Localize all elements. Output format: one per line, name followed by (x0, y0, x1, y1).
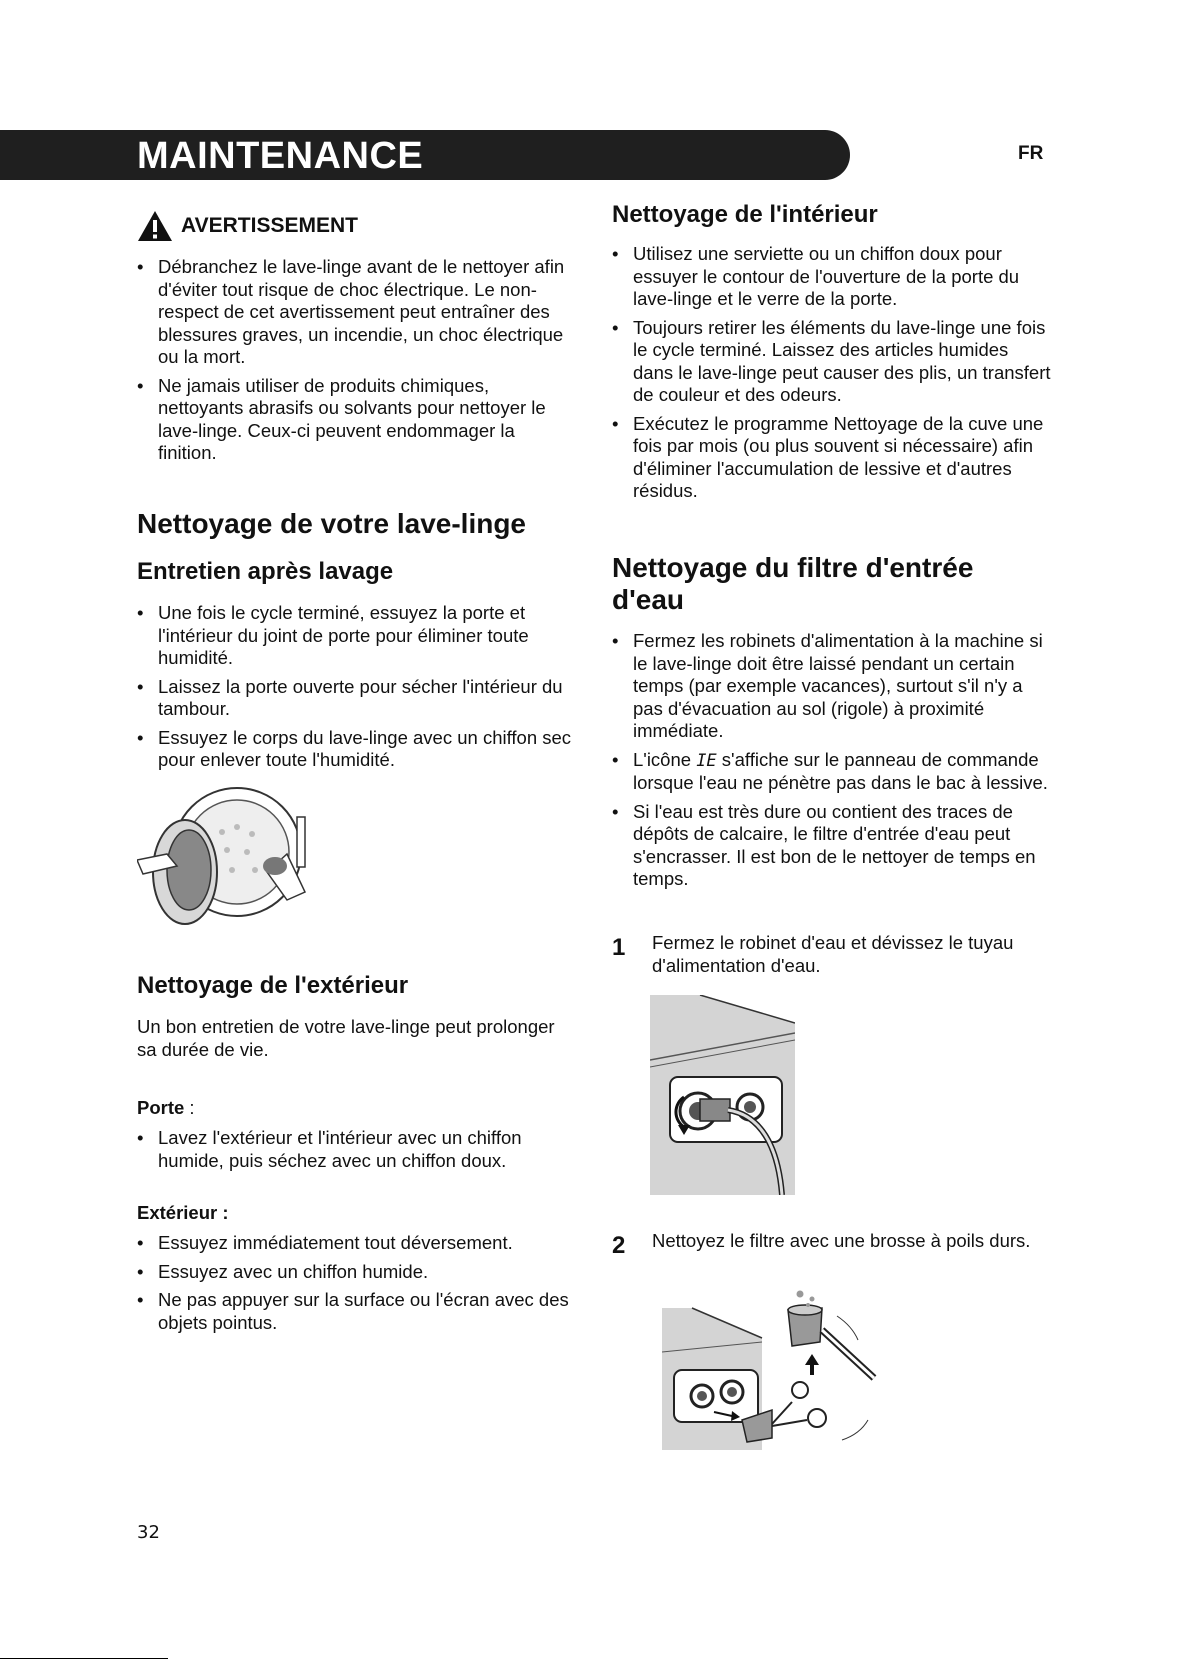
list-item: • Ne pas appuyer sur la surface ou l'écran avec des objets pointus. (137, 1289, 572, 1334)
exterior-list (137, 1232, 572, 1334)
washer-door-wipe-illustration (137, 782, 307, 932)
section-title-line2: d'eau (612, 584, 685, 615)
ie-error-code: IE (696, 750, 717, 771)
door-label: Porte (137, 1097, 185, 1118)
language-code: FR (1018, 143, 1044, 164)
list-item: • Essuyez immédiatement tout déversement. (137, 1232, 572, 1255)
list-item: • Utilisez une serviette ou un chiffon doux pour essuyer le contour de l'ouverture de la porte du lave-linge et le verre de la porte. (612, 243, 1052, 311)
step-text: Fermez le robinet d'eau et dévissez le tuyau d'alimentation d'eau. (652, 932, 1014, 976)
subsection-title: Entretien après lavage (137, 558, 394, 585)
list-item: • Exécutez le programme Nettoyage de la cuve une fois par mois (ou plus souvent si nécessaire) afin d'éliminer l'accumulation de lessive et d'autres résidus. (612, 413, 1052, 503)
list-item: • Lavez l'extérieur et l'intérieur avec un chiffon humide, puis séchez avec un chiffon doux. (137, 1127, 572, 1172)
section-title-line1: Nettoyage du filtre d'entrée (612, 552, 974, 583)
icon-sentence-post: s'affiche sur le panneau de commande lorsque l'eau ne pénètre pas dans le bac à lessive. (633, 748, 1048, 793)
list-item: • Laissez la porte ouverte pour sécher l'intérieur du tambour. (137, 676, 572, 721)
step-2 (612, 1230, 1052, 1280)
exterior-intro: Un bon entretien de votre lave-linge peut prolonger sa durée de vie. (137, 1016, 555, 1060)
door-label-row (137, 1097, 572, 1119)
page-number: 32 (137, 1522, 160, 1543)
door-list (137, 1127, 572, 1172)
door-label-colon: : (184, 1097, 195, 1118)
step-text: Nettoyez le filtre avec une brosse à poils durs. (652, 1230, 1031, 1251)
list-item: • Toujours retirer les éléments du lave-linge une fois le cycle terminé. Laissez des articles humides dans le lave-linge peut causer des plis, un transfert de couleur et des odeurs. (612, 317, 1052, 407)
warning-list (137, 256, 572, 465)
warning-block (137, 210, 572, 471)
warning-title: AVERTISSEMENT (181, 214, 358, 237)
list-item: • Débranchez le lave-linge avant de le nettoyer afin d'éviter tout risque de choc électrique. Le non-respect de cet avertissement peut entraîner des blessures graves, un incendie, un choc électrique ou la mort. (137, 256, 572, 369)
filter-brush-illustration (662, 1290, 884, 1450)
step-1 (612, 932, 1052, 982)
list-item: • Fermez les robinets d'alimentation à la machine si le lave-linge doit être laissé pendant un certain temps (par exemple vacances), surtout s'il n'y a pas d'évacuation au sol (rigole) à proximité immédiate. (612, 630, 1052, 743)
page-title: MAINTENANCE (137, 135, 424, 177)
list-item: • Si l'eau est très dure ou contient des traces de dépôts de calcaire, le filtre d'entrée d'eau peut s'encrasser. Il est bon de le nettoyer de temps en temps. (612, 801, 1052, 891)
list-item: • Essuyez le corps du lave-linge avec un chiffon sec pour enlever toute l'humidité. (137, 727, 572, 772)
exterior-label: Extérieur : (137, 1202, 229, 1223)
filter-section (612, 552, 1052, 897)
warning-heading (137, 210, 572, 242)
interior-list (612, 243, 1052, 503)
section-title: Nettoyage de votre lave-linge (137, 508, 527, 539)
step-number: 2 (612, 1232, 626, 1259)
warning-triangle-icon (137, 210, 173, 242)
cleaning-section (137, 508, 572, 778)
inlet-hose-illustration (650, 995, 795, 1195)
subsection-title: Nettoyage de l'intérieur (612, 201, 878, 228)
exterior-section (137, 972, 572, 1340)
list-item: • Ne jamais utiliser de produits chimiques, nettoyants abrasifs ou solvants pour nettoyer le lave-linge. Ceux-ci peuvent endommager la finition. (137, 375, 572, 465)
interior-section (612, 201, 1052, 509)
footer-rule (0, 1658, 168, 1659)
subsection-title: Nettoyage de l'extérieur (137, 972, 409, 999)
list-item: • Essuyez avec un chiffon humide. (137, 1261, 572, 1284)
list-item (612, 749, 1052, 795)
header-banner (0, 130, 850, 180)
after-wash-list (137, 602, 572, 772)
icon-sentence-pre: L'icône (633, 748, 697, 770)
list-item: • Une fois le cycle terminé, essuyez la porte et l'intérieur du joint de porte pour éliminer toute humidité. (137, 602, 572, 670)
filter-list (612, 630, 1052, 891)
step-number: 1 (612, 934, 626, 961)
